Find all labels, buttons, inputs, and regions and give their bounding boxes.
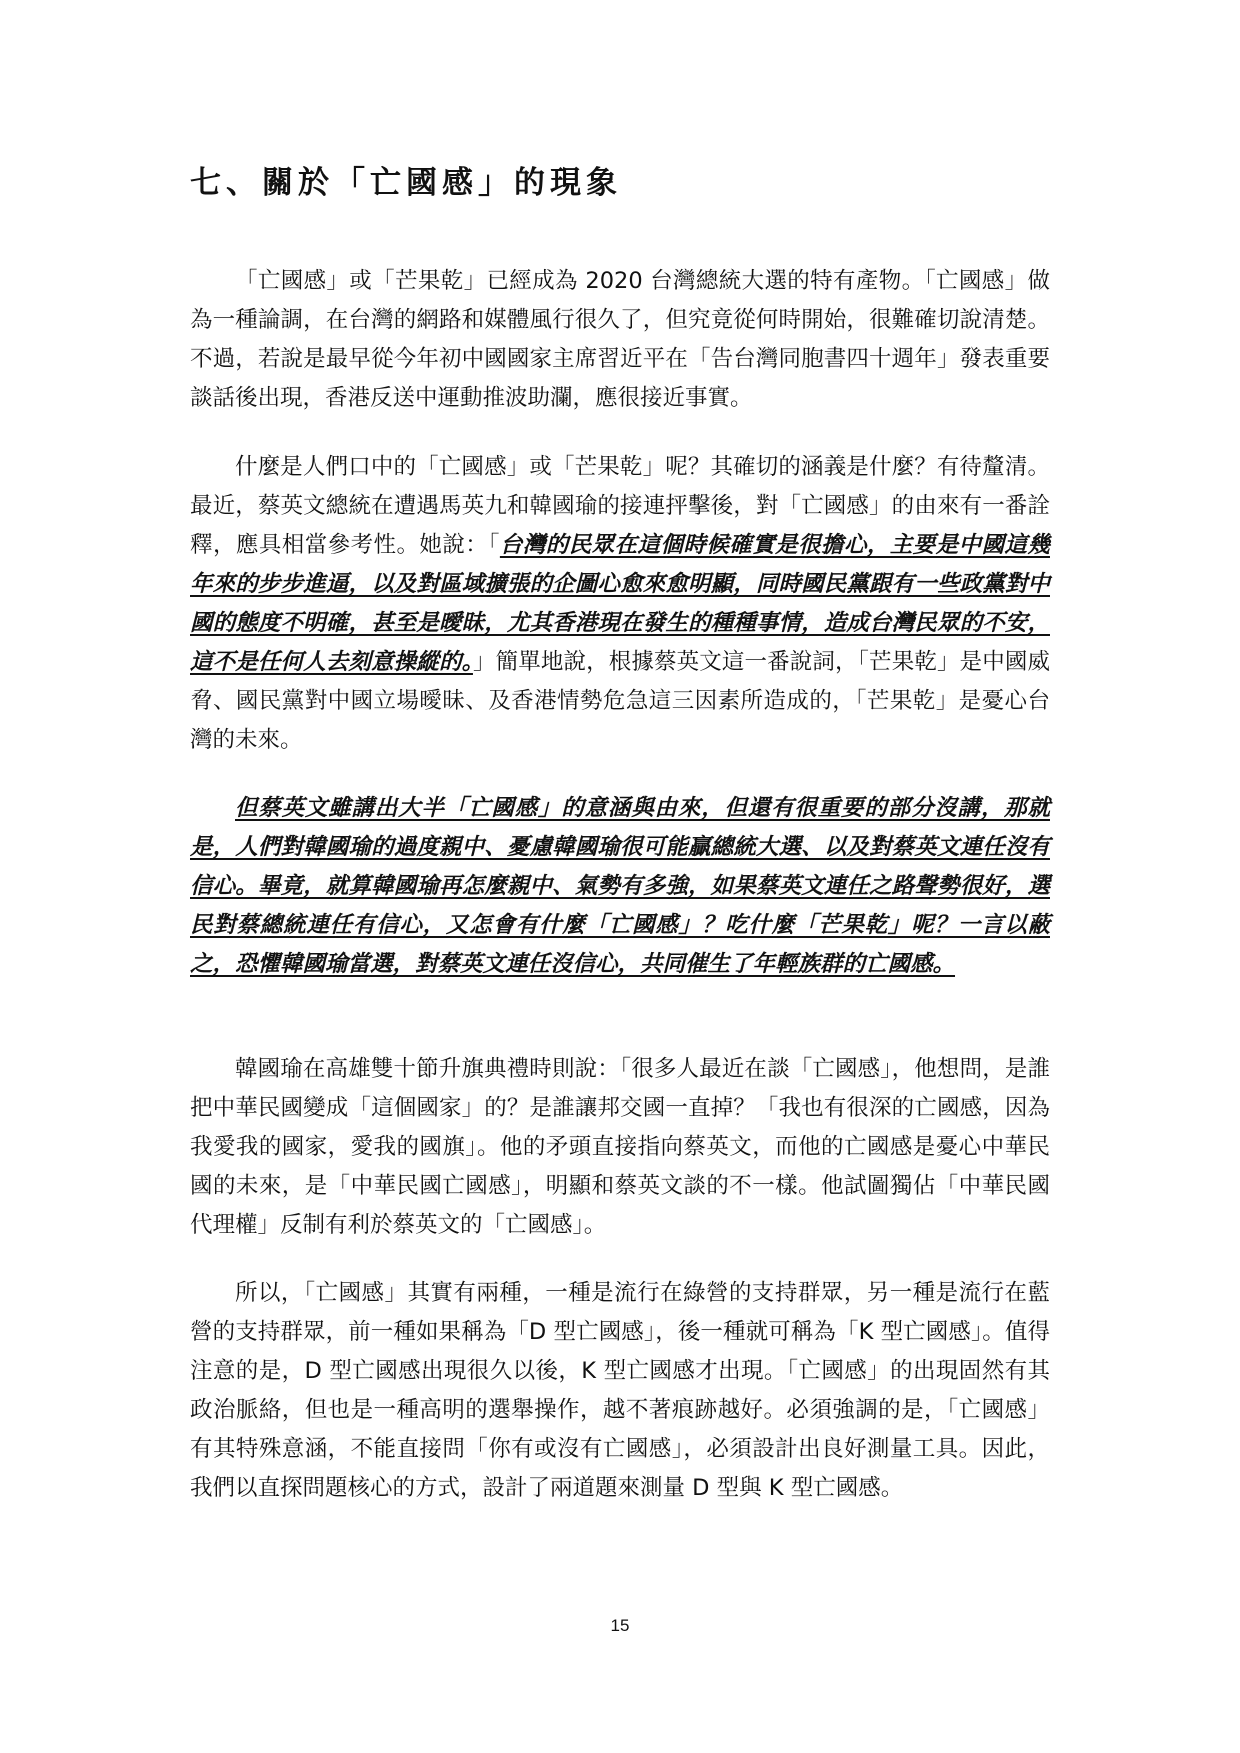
paragraph-2-text-intro: 什麼是人們口中的「亡國感」或「芒果乾」呢？其確切的涵義是什麼？有待釐清。最近，蔡英文總統在遭遇馬英九和韓國瑜的接連抨擊後，對「亡國感」的由來有一番詮釋，應具相當參考性。她說：「 [190,454,1050,558]
paragraph-3-text: 但蔡英文雖講出大半「亡國感」的意涵與由來，但還有很重要的部分沒講，那就是，人們對韓國瑜的過度親中、憂慮韓國瑜很可能贏總統大選、以及對蔡英文連任沒有信心。畢竟，就算韓國瑜再怎麼親中、氣勢有多強，如果蔡英文連任之路聲勢很好，選民對蔡總統連任有信心，又怎會有什麼「亡國感」？吃什麼「芒果乾」呢？一言以蔽之，恐懼韓國瑜當選，對蔡英文連任沒信心，共同催生了年輕族群的亡國感。 [190,795,1050,977]
paragraph-1-text: 「亡國感」或「芒果乾」已經成為 2020 台灣總統大選的特有產物。「亡國感」做為一種論調，在台灣的網路和媒體風行很久了，但究竟從何時開始，很難確切說清楚。不過，若說是最早從今年初中國國家主席習近平在「告台灣同胞書四十週年」發表重要談話後出現，香港反送中運動推波助瀾，應很接近事實。 [190,268,1050,411]
paragraph-2-text-conclusion: 」簡單地說，根據蔡英文這一番說詞，「芒果乾」是中國威脅、國民黨對中國立場曖昧、及香港情勢危急這三因素所造成的，「芒果乾」是憂心台灣的未來。 [190,649,1050,753]
paragraph-1 [190,262,1050,418]
page-number: 15 [610,1616,630,1635]
paragraph-4 [190,1050,1050,1245]
paragraph-5 [190,1274,1050,1508]
paragraph-2-quote-emphasis: 台灣的民眾在這個時候確實是很擔心，主要是中國這幾年來的步步進逼，以及對區域擴張的企圖心愈來愈明顯，同時國民黨跟有一些政黨對中國的態度不明確，甚至是曖昧，尤其香港現在發生的種種事情，造成台灣民眾的不安，這不是任何人去刻意操縱的。 [190,532,1050,675]
paragraph-3-emphasis [190,789,1050,984]
paragraph-2 [190,448,1050,760]
paragraph-5-text: 所以，「亡國感」其實有兩種，一種是流行在綠營的支持群眾，另一種是流行在藍營的支持群眾，前一種如果稱為「D 型亡國感」，後一種就可稱為「K 型亡國感」。值得注意的是，D 型亡國感出現很久以後，K 型亡國感才出現。「亡國感」的出現固然有其政治脈絡，但也是一種高明的選舉操作，越不著痕跡越好。必須強調的是，「亡國感」有其特殊意涵，不能直接問「你有或沒有亡國感」，必須設計出良好測量工具。因此，我們以直探問題核心的方式，設計了兩道題來測量 D 型與 K 型亡國感。 [190,1280,1050,1501]
paragraph-4-text: 韓國瑜在高雄雙十節升旗典禮時則說：「很多人最近在談「亡國感」，他想問，是誰把中華民國變成「這個國家」的？是誰讓邦交國一直掉？「我也有很深的亡國感，因為我愛我的國家，愛我的國旗」。他的矛頭直接指向蔡英文，而他的亡國感是憂心中華民國的未來，是「中華民國亡國感」，明顯和蔡英文談的不一樣。他試圖獨佔「中華民國代理權」反制有利於蔡英文的「亡國感」。 [190,1056,1050,1238]
section-title: 七、關於「亡國感」的現象 [190,165,622,201]
